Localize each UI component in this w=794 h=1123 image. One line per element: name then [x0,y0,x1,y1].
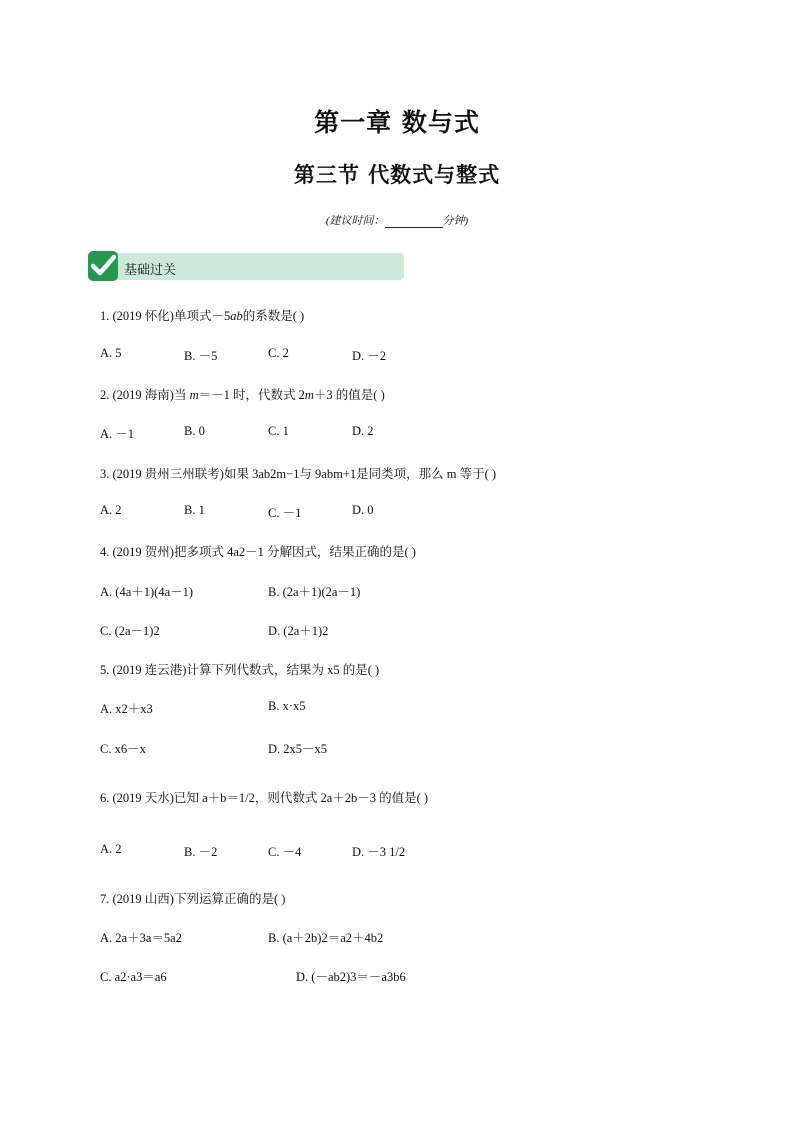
q3-option-d[interactable]: D. 0 [352,503,374,517]
q7-option-d[interactable]: D. (－ab2)3＝－a3b6 [296,970,406,984]
question-3-stem: 3. (2019 贵州三州联考)如果 3ab2m−1与 9abm+1是同类项，那么 m 等于( ) [100,467,497,481]
q2-var: m [189,388,199,402]
question-6-stem: 6. (2019 天水)已知 a＋b＝1/2，则代数式 2a＋2b－3 的值是( ) [100,791,429,805]
q1-option-a[interactable]: A. 5 [100,346,122,360]
section-title: 第三节 代数式与整式 [293,163,501,187]
q1-option-b[interactable]: B. －5 [184,349,218,363]
q4-option-a[interactable]: A. (4a＋1)(4a－1) [100,585,194,599]
time-blank[interactable] [385,216,443,228]
q1-stem-pre: 1. (2019 怀化)单项式－5 [100,309,231,323]
q4-option-c[interactable]: C. (2a－1)2 [100,624,160,638]
q2-option-d[interactable]: D. 2 [352,424,374,438]
q6-option-c[interactable]: C. －4 [268,845,302,859]
q7-option-c[interactable]: C. a2·a3＝a6 [100,970,167,984]
question-5-stem: 5. (2019 连云港)计算下列代数式，结果为 x5 的是( ) [100,663,380,677]
q6-option-d[interactable]: D. －3 1/2 [352,845,406,859]
q1-option-d[interactable]: D. －2 [352,349,387,363]
q2-option-a[interactable]: A. －1 [100,427,135,441]
q1-var: ab [230,309,243,323]
q1-option-c[interactable]: C. 2 [268,346,289,360]
q5-option-c[interactable]: C. x6－x [100,742,146,756]
q2-var2: m [304,388,314,402]
suggested-time-suffix: 分钟) [442,215,469,227]
q5-option-d[interactable]: D. 2x5－x5 [268,742,328,756]
q2-stem-pre: 2. (2019 海南)当 [100,388,190,402]
q7-option-b[interactable]: B. (a＋2b)2＝a2＋4b2 [268,931,384,945]
q2-option-b[interactable]: B. 0 [184,424,205,438]
q6-option-a[interactable]: A. 2 [100,842,122,856]
q2-option-c[interactable]: C. 1 [268,424,289,438]
question-2-stem [100,385,385,403]
question-1-stem [100,306,304,324]
q7-option-a[interactable]: A. 2a＋3a＝5a2 [100,931,182,945]
q6-option-b[interactable]: B. －2 [184,845,218,859]
question-7-stem: 7. (2019 山西)下列运算正确的是( ) [100,892,286,906]
banner-label: 基础过关 [124,263,177,278]
question-4-stem: 4. (2019 贺州)把多项式 4a2－1 分解因式，结果正确的是( ) [100,545,416,559]
q5-option-b[interactable]: B. x·x5 [268,699,306,713]
suggested-time [0,212,794,228]
q5-option-a[interactable]: A. x2＋x3 [100,702,153,716]
q4-option-b[interactable]: B. (2a＋1)(2a－1) [268,585,361,599]
q2-stem-post: ＋3 的值是( ) [313,388,385,402]
q3-option-b[interactable]: B. 1 [184,503,205,517]
q3-option-a[interactable]: A. 2 [100,503,122,517]
chapter-title: 第一章 数与式 [314,108,480,137]
q2-stem-mid: ＝－1 时，代数式 2 [198,388,305,402]
checkmark-icon [88,251,118,281]
q1-stem-post: 的系数是( ) [242,309,305,323]
suggested-time-prefix: (建议时间： [325,215,385,227]
q3-option-c[interactable]: C. －1 [268,506,302,520]
q4-option-d[interactable]: D. (2a＋1)2 [268,624,329,638]
